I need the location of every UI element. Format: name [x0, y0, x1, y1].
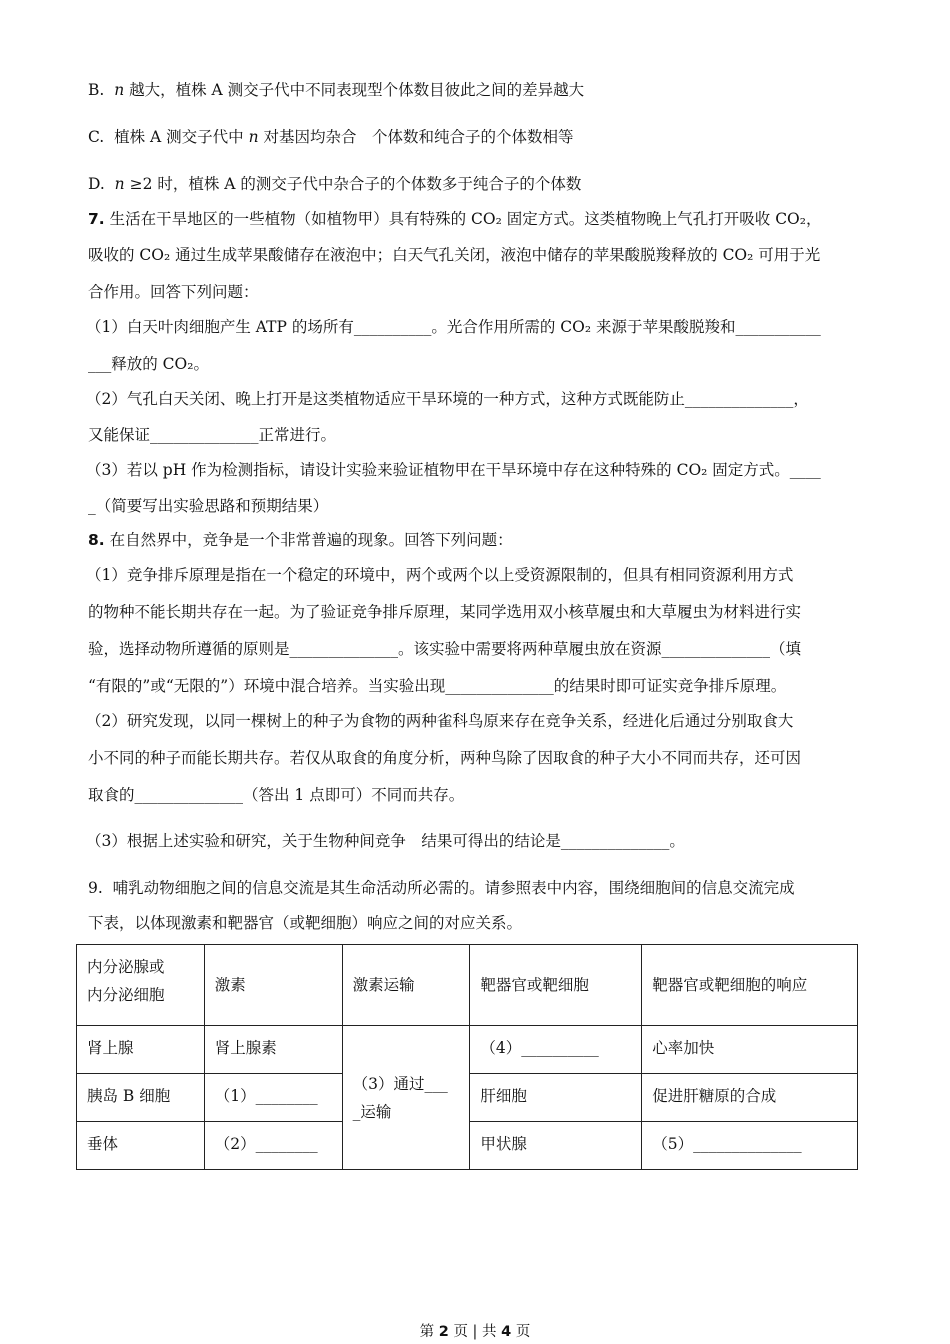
q7-sub3-line-2: _（简要写出实验思路和预期结果）: [88, 497, 329, 515]
q7-sub1-line-2: ___释放的 CO₂。: [88, 355, 209, 373]
q7-text: 生活在干旱地区的一些植物（如植物甲）具有特殊的 CO₂ 固定方式。这类植物晚上气孔打开吸收 CO₂，: [109, 210, 822, 228]
q8-sub2-line-1: （2）研究发现，以同一棵树上的种子为食物的两种雀科鸟原来存在竞争关系，经进化后通过分别取食大: [86, 712, 794, 730]
footer-total-pages: 4: [501, 1324, 512, 1340]
cell-target: 肝细胞: [470, 1074, 642, 1122]
header-hormone: 激素: [204, 945, 342, 1026]
cell-hormone: （1）________: [204, 1074, 342, 1122]
q8-sub1-line-1: （1）竞争排斥原理是指在一个稳定的环境中，两个或两个以上受资源限制的，但具有相同资源利用方式: [86, 566, 794, 584]
header-target: 靶器官或靶细胞: [470, 945, 642, 1026]
q8-sub2-line-2: 小不同的种子而能长期共存。若仅从取食的角度分析，两种鸟除了因取食的种子大小不同而共存，还可因: [88, 749, 802, 767]
page-footer: [0, 1322, 950, 1342]
option-c: [88, 127, 574, 147]
cell-target: 甲状腺: [470, 1122, 642, 1170]
q8-sub3: （3）根据上述实验和研究，关于生物种间竞争 结果可得出的结论是______________。: [86, 832, 685, 850]
variable-n: n: [114, 81, 125, 99]
option-text: 对基因均杂合 个体数和纯合子的个体数相等: [263, 128, 574, 146]
q8-line-1: [88, 530, 513, 550]
footer-post: 页: [515, 1324, 531, 1340]
variable-n: n: [248, 128, 259, 146]
q8-sub1-line-4: “有限的”或“无限的”）环境中混合培养。当实验出现______________的结果时即可证实竞争排斥原理。: [88, 677, 787, 695]
q9-line-1: [88, 878, 795, 898]
q8-sub1-line-3: 验，选择动物所遵循的原则是______________。该实验中需要将两种草履虫放在资源______________（填: [88, 640, 802, 658]
option-label: C.: [88, 128, 105, 146]
question-number: 7.: [88, 210, 105, 228]
header-transport: 激素运输: [342, 945, 470, 1026]
footer-page-number: 2: [438, 1324, 449, 1340]
q8-text: 在自然界中，竞争是一个非常普遍的现象。回答下列问题：: [109, 531, 513, 549]
footer-pre: 第: [419, 1324, 435, 1340]
option-d: [88, 174, 581, 194]
option-label: D.: [88, 175, 105, 193]
option-text: 越大，植株 A 测交子代中不同表现型个体数目彼此之间的差异越大: [129, 81, 585, 99]
question-number: 9.: [88, 879, 103, 897]
cell-response: 心率加快: [642, 1026, 858, 1074]
cell-gland: 肾上腺: [77, 1026, 205, 1074]
option-label: B.: [88, 81, 105, 99]
header-response: 靶器官或靶细胞的响应: [642, 945, 858, 1026]
hormone-table: [76, 944, 858, 1170]
q9-line-2: 下表，以体现激素和靶器官（或靶细胞）响应之间的对应关系。: [88, 914, 523, 932]
q7-line-2: 吸收的 CO₂ 通过生成苹果酸储存在液泡中；白天气孔关闭，液泡中储存的苹果酸脱羧释放的 CO₂ 可用于光: [88, 246, 821, 264]
cell-gland: 胰岛 B 细胞: [77, 1074, 205, 1122]
cell-hormone: （2）________: [204, 1122, 342, 1170]
cell-gland: 垂体: [77, 1122, 205, 1170]
option-text-pre: 植株 A 测交子代中: [114, 128, 244, 146]
variable-n: n: [114, 175, 125, 193]
footer-mid: 页 | 共: [453, 1324, 497, 1340]
q7-line-3: 合作用。回答下列问题：: [88, 283, 259, 301]
q8-sub1-line-2: 的物种不能长期共存在一起。为了验证竞争排斥原理，某同学选用双小核草履虫和大草履虫为材料进行实: [88, 603, 802, 621]
cell-target: （4）__________: [470, 1026, 642, 1074]
option-b: [88, 80, 584, 100]
cell-response: （5）______________: [642, 1122, 858, 1170]
q7-sub2-line-2: 又能保证______________正常进行。: [88, 426, 337, 444]
cell-transport: （3）通过___ _运输: [342, 1026, 470, 1170]
q7-line-1: [88, 209, 821, 229]
header-gland: 内分泌腺或 内分泌细胞: [77, 945, 205, 1026]
q7-sub2-line-1: （2）气孔白天关闭、晚上打开是这类植物适应干旱环境的一种方式，这种方式既能防止______________，: [86, 390, 809, 408]
cell-response: 促进肝糖原的合成: [642, 1074, 858, 1122]
table-row: [77, 1026, 858, 1074]
table-header-row: [77, 945, 858, 1026]
q7-sub1-line-1: （1）白天叶肉细胞产生 ATP 的场所有__________。光合作用所需的 CO₂ 来源于苹果酸脱羧和___________: [86, 318, 821, 336]
cell-hormone: 肾上腺素: [204, 1026, 342, 1074]
q8-sub2-line-3: 取食的______________（答出 1 点即可）不同而共存。: [88, 786, 465, 804]
q7-sub3-line-1: （3）若以 pH 作为检测指标，请设计实验来验证植物甲在干旱环境中存在这种特殊的 CO₂ 固定方式。____: [86, 461, 821, 479]
q9-text: 哺乳动物细胞之间的信息交流是其生命活动所必需的。请参照表中内容，围绕细胞间的信息交流完成: [112, 879, 795, 897]
option-text: ≥2 时，植株 A 的测交子代中杂合子的个体数多于纯合子的个体数: [129, 175, 582, 193]
question-number: 8.: [88, 531, 105, 549]
